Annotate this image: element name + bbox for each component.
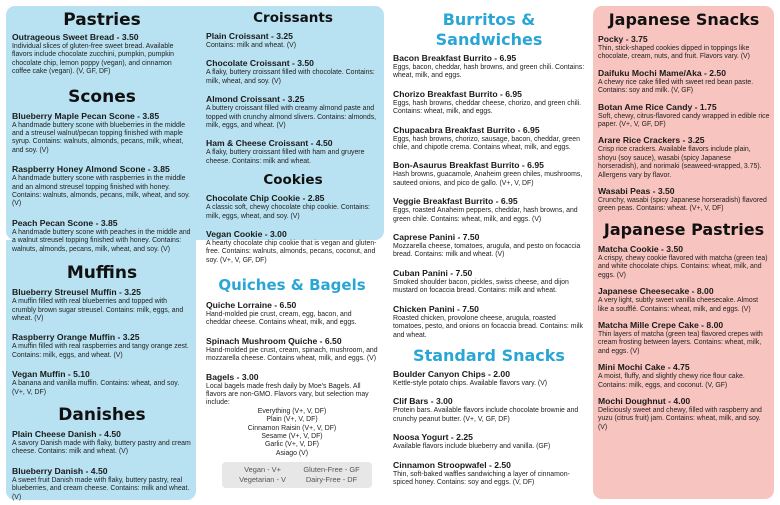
item-name: Blueberry Danish - 4.50 (12, 465, 108, 476)
left-column (12, 10, 192, 502)
menu-item (393, 232, 585, 260)
legend-item: Gluten-Free - GF (303, 465, 360, 474)
item-desc: A buttery croissant filled with creamy almond paste and topped with crunchy almond slivers. Contains: almonds, milk, eggs, and wheat. (V) (206, 105, 377, 130)
menu-item (598, 286, 770, 314)
menu-item (393, 53, 585, 81)
item-name: Chocolate Croissant - 3.50 (206, 58, 314, 69)
item-desc: A hearty chocolate chip cookie that is vegan and gluten-free. Contains: walnuts, almonds, pecans, coconut, and soy. (V+, V, GF, DF) (206, 240, 377, 264)
item-desc: A classic soft, chewy chocolate chip cookie. Contains: milk, eggs, wheat, and soy. (V) (206, 204, 370, 220)
menu-item (393, 396, 585, 424)
item-desc: A moist, fluffy, and slightly chewy rice flour cake. Contains: milk, eggs, and coconut. (V, GF) (598, 373, 745, 389)
bagel-option: Sesame (V+, V, DF) (261, 433, 323, 441)
menu-item (206, 58, 380, 86)
menu-item (393, 460, 585, 488)
item-name: Matcha Mille Crepe Cake - 8.00 (598, 319, 724, 330)
menu-item (393, 160, 585, 188)
item-desc: A chewy rice cake filled with sweet red bean paste. Contains: soy and milk. (V, GF) (598, 78, 754, 95)
item-desc: A very light, subtly sweet vanilla cheesecake. Almost like a soufflé. Contains: wheat, milk, and eggs. (V) (598, 297, 759, 313)
item-name: Chupacabra Breakfast Burrito - 6.95 (393, 124, 540, 135)
menu-item (206, 31, 380, 50)
menu-item (12, 369, 192, 397)
item-name: Chocolate Chip Cookie - 2.85 (206, 193, 325, 204)
item-desc: Hand-molded pie crust, cream, egg, bacon, and cheddar cheese. Contains wheat, milk, and eggs. (206, 311, 357, 327)
item-name: Ham & Cheese Croissant - 4.50 (206, 138, 333, 149)
item-name: Clif Bars - 3.00 (393, 396, 453, 407)
menu-item (393, 304, 585, 340)
item-name: Mochi Doughnut - 4.00 (598, 395, 691, 406)
menu-item (12, 218, 192, 254)
item-name: Quiche Lorraine - 6.50 (206, 300, 297, 310)
menu-item (393, 89, 585, 117)
section-title-muffins: Muffins (66, 263, 138, 284)
item-desc: Thin layers of matcha (green tea) flavored crepes with cream frosting between layers. Contains: wheat, milk, and eggs. (V) (598, 330, 763, 355)
bagel-option: Cinnamon Raisin (V+, V, DF) (247, 424, 337, 432)
item-desc: Eggs, hash browns, cheddar cheese, chorizo, and green chili. Contains: wheat, milk, and eggs. (393, 99, 582, 116)
item-name: Matcha Cookie - 3.50 (598, 243, 684, 254)
menu-item (598, 68, 770, 96)
item-name: Plain Cheese Danish - 4.50 (12, 428, 121, 439)
item-name: Plain Croissant - 3.25 (206, 31, 293, 41)
item-desc: Crisp rice crackers. Available flavors include plain, shoyu (soy sauce), wasabi (spicy Japanese horseradish), and norimaki (seaweed-wrapped, 3.75). Allergens vary by flavor. (598, 146, 762, 179)
item-desc: Eggs, bacon, cheddar, hash browns, and green chili. Contains: wheat, milk, and eggs. (393, 64, 585, 80)
item-desc: A muffin filled with real raspberries and tangy orange zest. Contains: milk, eggs, and wheat. (V) (12, 343, 189, 359)
item-name: Veggie Breakfast Burrito - 6.95 (393, 196, 518, 207)
item-name: Pocky - 3.75 (598, 34, 648, 44)
menu-item (206, 300, 378, 328)
menu-item (12, 164, 192, 209)
section-title-standard-snacks: Standard Snacks (413, 346, 565, 365)
item-desc: Protein bars. Available flavors include chocolate brownie and crunchy peanut butter. (V+, V, GF, DF) (393, 407, 579, 423)
menu-item (598, 102, 770, 130)
menu-item (598, 186, 770, 214)
legend-item: Vegan - V+ (244, 465, 281, 474)
item-desc: A banana and vanilla muffin. Contains: wheat, and soy. (V+, V, DF) (12, 380, 180, 396)
bagel-option: Asiago (V) (275, 449, 309, 457)
menu-item (206, 372, 378, 408)
item-name: Raspberry Orange Muffin - 3.25 (12, 332, 140, 343)
menu-item (598, 244, 770, 280)
item-desc: Hash browns, guacamole, Anaheim green chiles, mushrooms, sauteed onions, and pico de gallo. (V+, V, DF) (393, 171, 583, 187)
section-title-japanese-snacks: Japanese Snacks (608, 10, 760, 29)
menu-item (12, 429, 192, 457)
item-name: Vegan Muffin - 5.10 (12, 369, 90, 380)
item-desc: Soft, chewy, citrus-flavored candy wrapped in edible rice paper. (V+, V, GF, DF) (598, 112, 770, 129)
menu-item (393, 125, 585, 153)
bagel-option: Everything (V+, V, DF) (257, 407, 327, 415)
section-title-pastries: Pastries (63, 10, 141, 30)
item-name: Bagels - 3.00 (206, 371, 259, 382)
section-title-scones: Scones (68, 86, 136, 107)
bagel-option: Plain (V+, V, DF) (266, 416, 318, 424)
burritos-column (393, 10, 585, 340)
item-desc: Kettle-style potato chips. Available flavors vary. (V) (393, 380, 548, 387)
item-desc: Individual slices of gluten-free sweet bread. Available flavors include chocolate zucchini, pumpkin, pumpkin chocolate chip, lemon poppy (vegan), and cinnamon coffee cake (vegan). (V, GF, DF) (12, 43, 175, 76)
menu-item (12, 111, 192, 156)
item-name: Arare Rice Crackers - 3.25 (598, 135, 705, 146)
section-title-danishes: Danishes (58, 404, 146, 425)
item-name: Wasabi Peas - 3.50 (598, 186, 675, 197)
menu-item (206, 336, 378, 364)
item-desc: A flaky, buttery croissant filled with chocolate. Contains: milk, wheat, and soy. (V) (206, 69, 375, 85)
item-name: Cuban Panini - 7.50 (393, 267, 473, 278)
item-desc: A savory Danish made with flaky, buttery pastry and cream cheese. Contains: milk and wheat. (V) (12, 439, 191, 456)
section-title-japanese-pastries: Japanese Pastries (603, 219, 765, 239)
item-name: Chicken Panini - 7.50 (393, 303, 479, 314)
dietary-legend (222, 462, 372, 488)
legend-item: Vegetarian - V (239, 475, 286, 484)
menu-item (393, 196, 585, 224)
item-desc: A handmade buttery scone with raspberries in the middle and an almond streusel topping finished with honey. Contains: walnuts, almonds, pecans, milk, wheat, and soy. (V) (12, 175, 190, 208)
section-title-quiches-bagels: Quiches & Bagels (218, 276, 366, 294)
item-desc: A flaky, buttery croissant filled with ham and gruyere cheese. Contains: milk and wheat. (206, 149, 365, 165)
snacks-column (393, 346, 585, 487)
item-desc: Contains: milk and wheat. (V) (206, 42, 296, 49)
menu-item (206, 229, 380, 265)
item-desc: Crunchy, wasabi (spicy Japanese horseradish) flavored green peas. Contains: wheat. (V+, V, DF) (598, 197, 767, 213)
item-name: Mini Mochi Cake - 4.75 (598, 362, 690, 373)
menu-item (598, 320, 770, 356)
menu-item (12, 466, 192, 502)
item-name: Almond Croissant - 3.25 (206, 94, 305, 105)
menu-item (206, 193, 380, 221)
item-desc: Smoked shoulder bacon, pickles, swiss cheese, and dijon mustard on focaccia bread. Contains: milk and wheat. (393, 278, 569, 295)
item-name: Spinach Mushroom Quiche - 6.50 (206, 335, 342, 346)
item-name: Caprese Panini - 7.50 (393, 232, 480, 243)
item-name: Chorizo Breakfast Burrito - 6.95 (393, 88, 522, 99)
menu-item (206, 138, 380, 166)
menu-item (12, 332, 192, 360)
middle-column (206, 10, 380, 265)
menu-item (598, 34, 770, 62)
menu-item (598, 362, 770, 390)
item-desc: Roasted chicken, provolone cheese, arugula, roasted tomatoes, pesto, and onions on focaccia bread. Contains: milk and wheat. (393, 314, 583, 339)
quiches-bagels-column (206, 276, 378, 458)
item-name: Boulder Canyon Chips - 2.00 (393, 369, 510, 379)
item-desc: A handmade buttery scone with peaches in the middle and a walnut streusel topping finished with honey. Contains: walnuts, almonds, pecans, milk, wheat, and soy. (V) (12, 228, 191, 253)
item-desc: Hand-molded pie crust, cream, spinach, mushroom, and mozzarella cheese. Contains wheat, milk, and eggs. (V) (206, 346, 378, 363)
menu-item (206, 94, 380, 130)
item-name: Daifuku Mochi Mame/Aka - 2.50 (598, 67, 726, 78)
section-title-croissants: Croissants (253, 10, 333, 26)
menu-item (12, 32, 192, 77)
item-name: Blueberry Maple Pecan Scone - 3.85 (12, 110, 160, 121)
item-desc: Mozzarella cheese, tomatoes, arugula, and pesto on focaccia bread. Contains: milk and wheat. (V) (393, 243, 581, 259)
item-desc: Available flavors include blueberry and vanilla. (GF) (393, 443, 551, 451)
item-name: Raspberry Honey Almond Scone - 3.85 (12, 164, 170, 175)
section-title-cookies: Cookies (263, 172, 323, 189)
item-name: Outrageous Sweet Bread - 3.50 (12, 32, 139, 42)
item-name: Blueberry Streusel Muffin - 3.25 (12, 287, 141, 298)
item-desc: A handmade buttery scone with blueberries in the middle and a streusel walnut/pecan topping finished with maple syrup. Contains: walnuts, almonds, pecans, milk, wheat, and soy. (V) (12, 121, 186, 154)
item-desc: Eggs, roasted Anaheim peppers, cheddar, hash browns, and green chile. Contains: wheat, milk, and eggs. (V) (393, 207, 578, 223)
item-desc: A muffin filled with real blueberries and topped with crumbly brown sugar streusel. Contains: milk, eggs, and wheat. (V) (12, 298, 184, 322)
item-desc: Thin, soft-baked waffles sandwiching a layer of cinnamon-spiced honey. Contains: soy and eggs. (V, DF) (393, 470, 570, 487)
bagel-options-list (206, 408, 378, 458)
menu-item (12, 287, 192, 323)
item-name: Botan Ame Rice Candy - 1.75 (598, 101, 717, 112)
menu-item (393, 432, 585, 451)
item-name: Bon-Asaurus Breakfast Burrito - 6.95 (393, 160, 544, 171)
item-name: Cinnamon Stroopwafel - 2.50 (393, 459, 511, 470)
legend-item: Dairy-Free - DF (305, 475, 358, 484)
menu-item (393, 369, 585, 388)
japanese-column (598, 10, 770, 432)
item-desc: Local bagels made fresh daily by Moe's Bagels. All flavors are non-GMO. Flavors vary, but selection may include: (206, 382, 369, 407)
menu-item (598, 396, 770, 432)
item-desc: Eggs, hash browns, chorizo, sausage, bacon, cheddar, green chile, and chipotle crema. Contains wheat, milk, and eggs. (393, 135, 580, 152)
item-name: Bacon Breakfast Burrito - 6.95 (393, 53, 517, 63)
menu-item (393, 268, 585, 296)
item-desc: Deliciously sweet and chewy, filled with raspberry and yuzu (citrus fruit) jam. Contains: wheat, milk, and soy. (V) (598, 406, 762, 431)
item-desc: A crispy, chewy cookie flavored with matcha (green tea) and white chocolate chips. Contains: wheat, milk, and eggs. (V) (598, 254, 768, 279)
item-name: Peach Pecan Scone - 3.85 (12, 217, 118, 228)
item-name: Vegan Cookie - 3.00 (206, 229, 287, 240)
item-desc: Thin, stick-shaped cookies dipped in toppings like chocolate, cream, nuts, and fruit. Flavors vary. (V) (598, 45, 750, 61)
section-title-burritos: Burritos & Sandwiches (435, 10, 543, 49)
menu-item (598, 135, 770, 180)
item-desc: A sweet fruit Danish made with flaky, buttery pastry, real blueberries, and cream cheese. Contains: milk and wheat. (V) (12, 476, 190, 501)
item-name: Japanese Cheesecake - 8.00 (598, 286, 714, 297)
item-name: Noosa Yogurt - 2.25 (393, 432, 473, 443)
bagel-option: Garlic (V+, V, DF) (265, 441, 319, 449)
